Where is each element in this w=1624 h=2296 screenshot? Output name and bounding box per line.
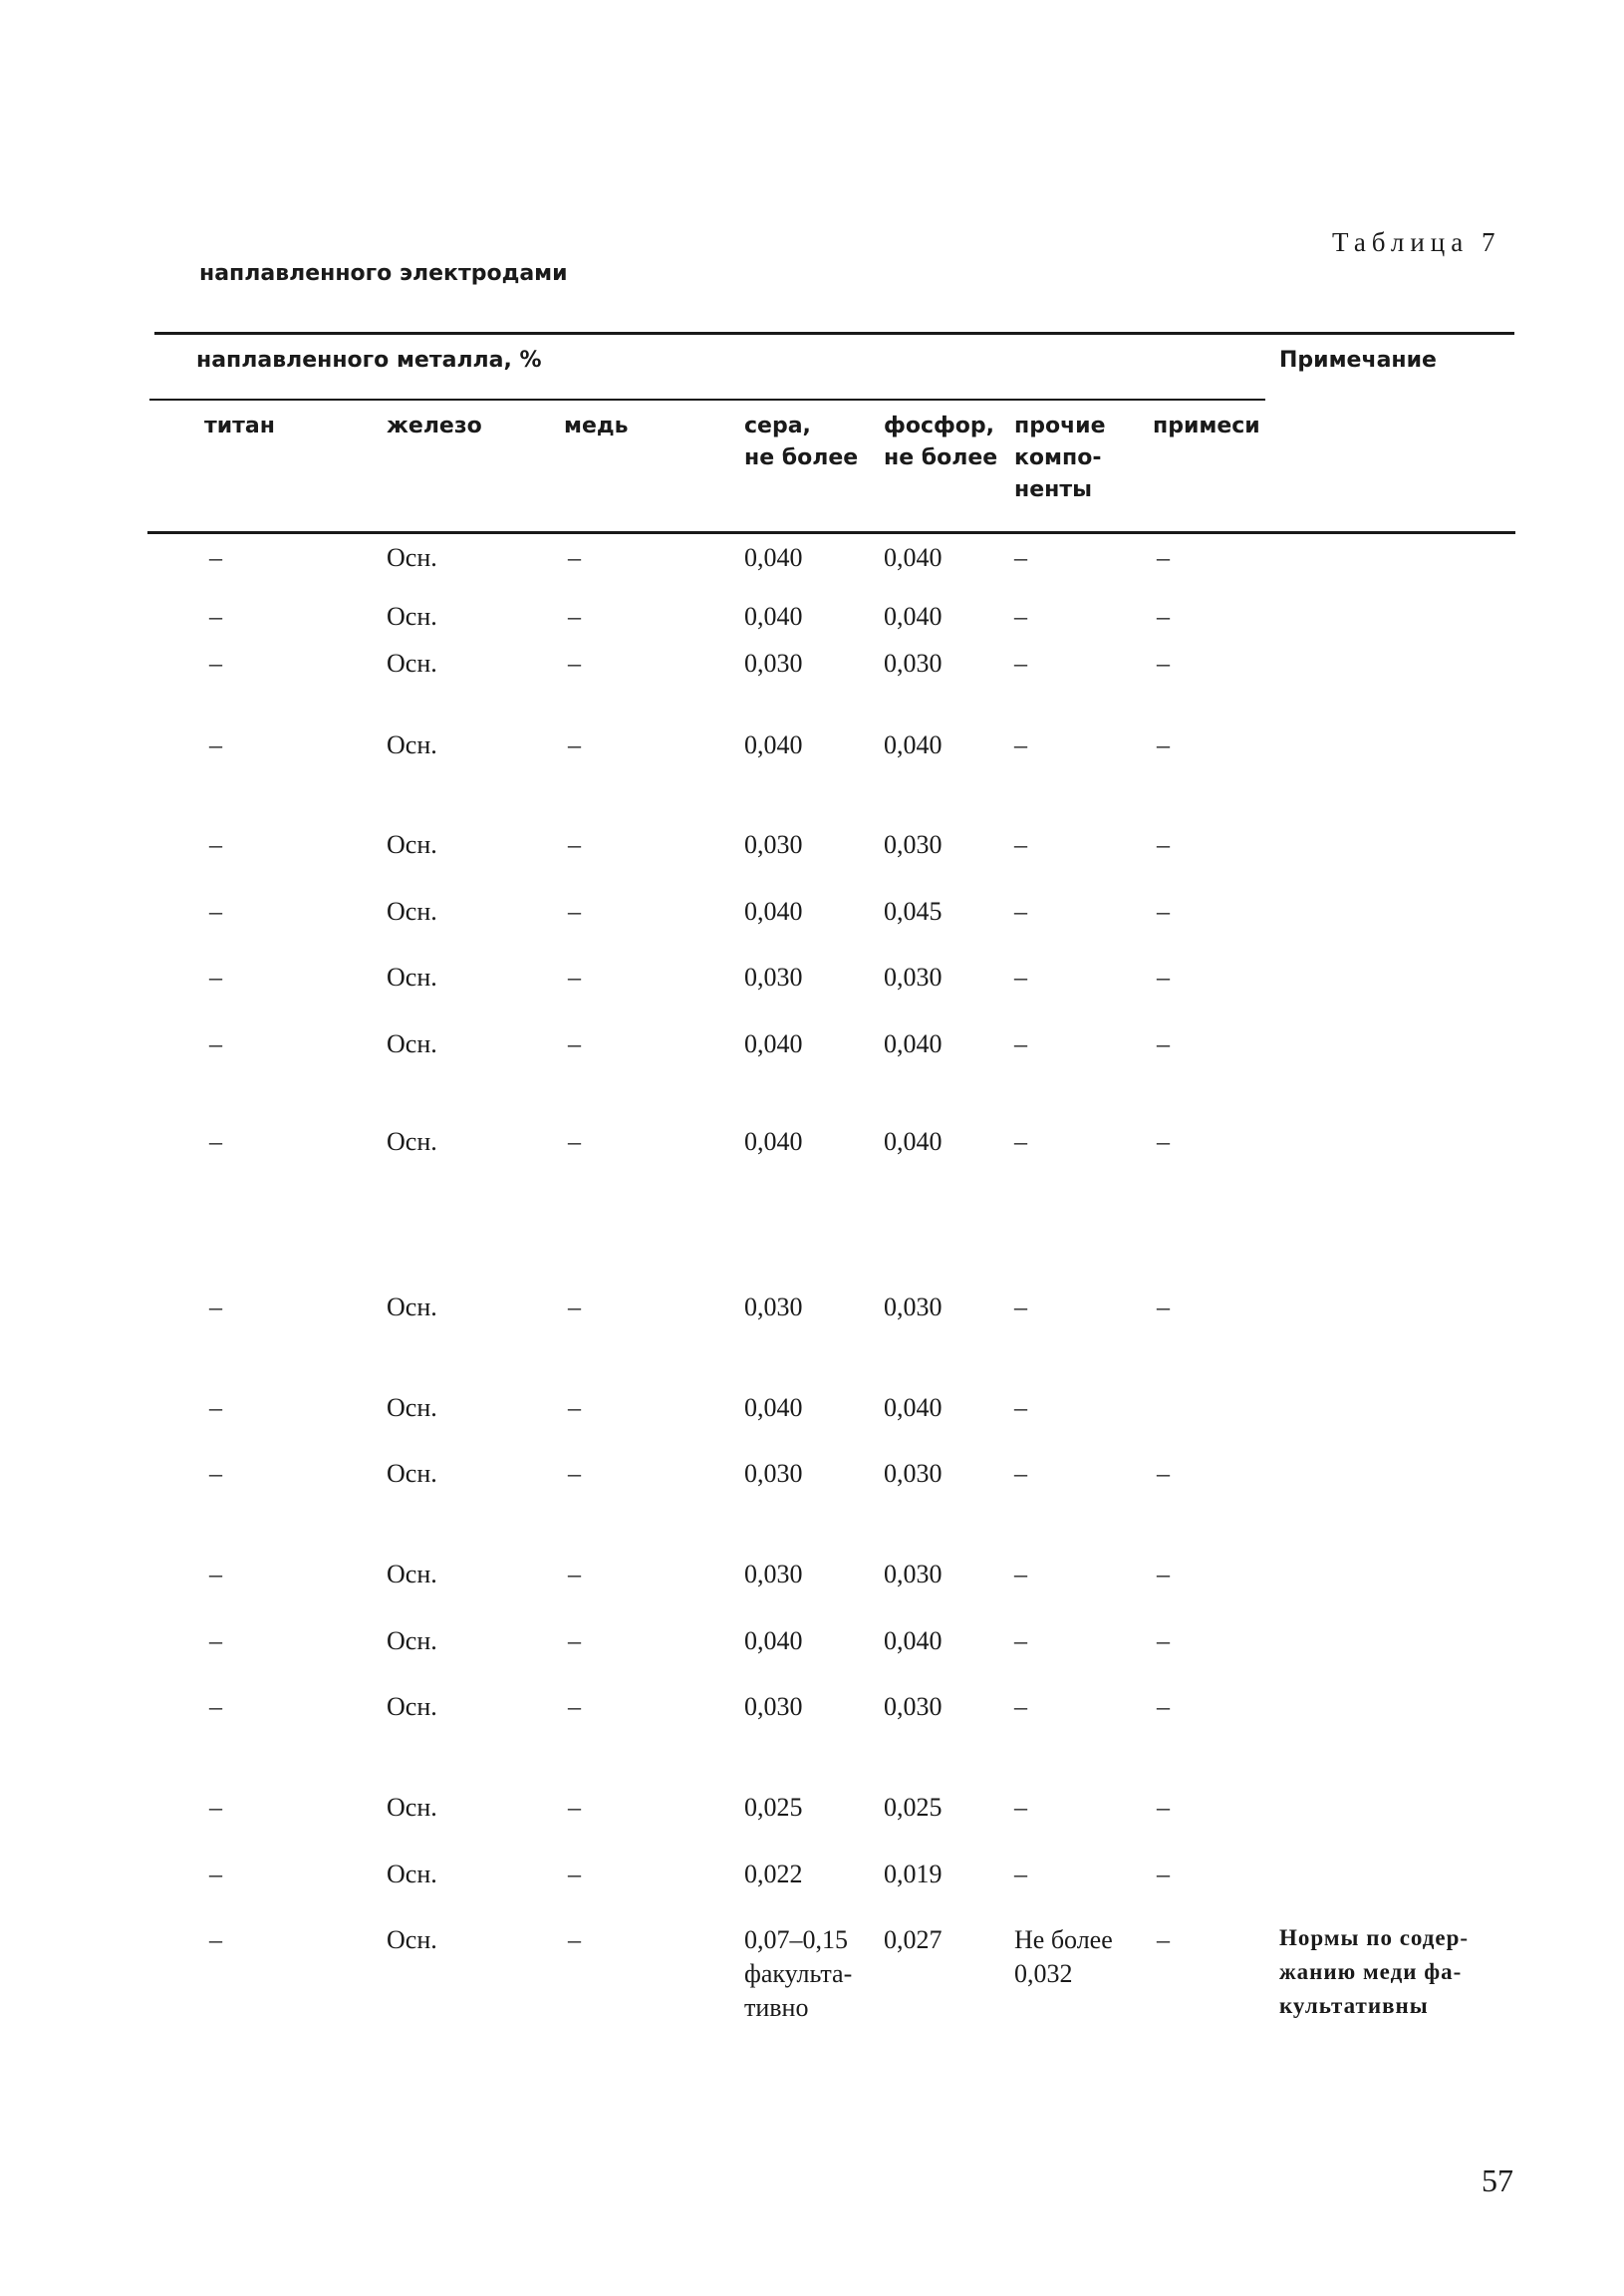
cell-sulfur: 0,040: [744, 1393, 803, 1422]
cell-sulfur: 0,030: [744, 830, 803, 859]
cell-other: –: [1014, 1459, 1027, 1488]
cell-titanium: –: [209, 1127, 222, 1156]
cell-iron: Осн.: [387, 1292, 437, 1321]
cell-other: –: [1014, 1692, 1027, 1721]
column-header: железо: [387, 414, 482, 438]
cell-iron: Осн.: [387, 1127, 437, 1156]
cell-copper: –: [568, 1029, 581, 1058]
cell-phosphorus: 0,025: [884, 1793, 943, 1822]
cell-titanium: –: [209, 1860, 222, 1888]
cell-titanium: –: [209, 1692, 222, 1721]
cell-sulfur: 0,030: [744, 1459, 803, 1488]
cell-titanium: –: [209, 602, 222, 631]
cell-titanium: –: [209, 1925, 222, 1954]
column-header: сера,: [744, 414, 811, 438]
cell-titanium: –: [209, 1793, 222, 1822]
cell-other: –: [1014, 730, 1027, 759]
cell-sulfur: 0,040: [744, 543, 803, 572]
cell-titanium: –: [209, 963, 222, 992]
cell-copper: –: [568, 1692, 581, 1721]
cell-sulfur: 0,030: [744, 963, 803, 992]
cell-copper: –: [568, 1626, 581, 1655]
cell-titanium: –: [209, 649, 222, 678]
cell-phosphorus: 0,030: [884, 963, 943, 992]
table-caption: наплавленного электродами: [199, 261, 568, 286]
cell-other: –: [1014, 1127, 1027, 1156]
cell-iron: Осн.: [387, 1925, 437, 1954]
cell-other: –: [1014, 543, 1027, 572]
cell-copper: –: [568, 1459, 581, 1488]
cell-impurities: –: [1157, 1029, 1170, 1058]
cell-copper: –: [568, 830, 581, 859]
cell-impurities: –: [1157, 1692, 1170, 1721]
cell-sulfur: 0,030: [744, 1292, 803, 1321]
cell-sulfur: 0,040: [744, 602, 803, 631]
cell-copper: –: [568, 1292, 581, 1321]
column-header: компо-: [1014, 445, 1102, 470]
cell-phosphorus: 0,030: [884, 1459, 943, 1488]
cell-sulfur: 0,040: [744, 897, 803, 926]
cell-other: –: [1014, 649, 1027, 678]
column-header: примеси: [1153, 414, 1260, 438]
column-header: ненты: [1014, 477, 1092, 502]
cell-impurities: –: [1157, 1459, 1170, 1488]
cell-titanium: –: [209, 1292, 222, 1321]
cell-copper: –: [568, 963, 581, 992]
cell-copper: –: [568, 1127, 581, 1156]
cell-other: –: [1014, 1292, 1027, 1321]
table-top-rule: [154, 332, 1514, 335]
cell-iron: Осн.: [387, 830, 437, 859]
cell-phosphorus: 0,030: [884, 830, 943, 859]
cell-sulfur: 0,040: [744, 1127, 803, 1156]
cell-other: –: [1014, 830, 1027, 859]
cell-phosphorus: 0,040: [884, 1626, 943, 1655]
cell-impurities: –: [1157, 1127, 1170, 1156]
cell-impurities: –: [1157, 1292, 1170, 1321]
cell-other: –: [1014, 897, 1027, 926]
group-rule: [149, 399, 1265, 401]
cell-impurities: –: [1157, 1860, 1170, 1888]
column-header: медь: [564, 414, 629, 438]
cell-other: –: [1014, 1860, 1027, 1888]
column-header: не более: [744, 445, 859, 470]
cell-sulfur: 0,040: [744, 1029, 803, 1058]
column-header: титан: [204, 414, 275, 438]
cell-titanium: –: [209, 1393, 222, 1422]
cell-titanium: –: [209, 830, 222, 859]
cell-note: Нормы по содер-: [1279, 1925, 1470, 1950]
cell-titanium: –: [209, 897, 222, 926]
cell-iron: Осн.: [387, 649, 437, 678]
cell-phosphorus: 0,040: [884, 543, 943, 572]
column-header: прочие: [1014, 414, 1106, 438]
cell-phosphorus: 0,040: [884, 1393, 943, 1422]
header-group-label: наплавленного металла, %: [196, 348, 542, 373]
cell-sulfur: 0,040: [744, 730, 803, 759]
cell-sulfur: 0,030: [744, 649, 803, 678]
cell-copper: –: [568, 543, 581, 572]
cell-sulfur: тивно: [744, 1993, 809, 2022]
cell-impurities: –: [1157, 1793, 1170, 1822]
cell-iron: Осн.: [387, 1626, 437, 1655]
cell-sulfur: 0,030: [744, 1560, 803, 1588]
cell-impurities: –: [1157, 1925, 1170, 1954]
cell-impurities: –: [1157, 602, 1170, 631]
cell-titanium: –: [209, 1626, 222, 1655]
cell-copper: –: [568, 730, 581, 759]
cell-other: –: [1014, 963, 1027, 992]
cell-iron: Осн.: [387, 897, 437, 926]
cell-iron: Осн.: [387, 1459, 437, 1488]
cell-other: –: [1014, 1560, 1027, 1588]
page-number: 57: [1482, 2162, 1513, 2198]
cell-copper: –: [568, 897, 581, 926]
cell-other: –: [1014, 1793, 1027, 1822]
cell-iron: Осн.: [387, 602, 437, 631]
header-bottom-rule: [147, 531, 1515, 534]
cell-phosphorus: 0,030: [884, 1692, 943, 1721]
cell-impurities: –: [1157, 1626, 1170, 1655]
cell-titanium: –: [209, 1459, 222, 1488]
cell-sulfur: 0,025: [744, 1793, 803, 1822]
cell-other: 0,032: [1014, 1959, 1073, 1988]
cell-impurities: –: [1157, 543, 1170, 572]
table-label: Таблица 7: [1332, 227, 1501, 257]
cell-copper: –: [568, 602, 581, 631]
cell-iron: Осн.: [387, 1560, 437, 1588]
cell-copper: –: [568, 1793, 581, 1822]
cell-phosphorus: 0,040: [884, 730, 943, 759]
cell-phosphorus: 0,040: [884, 1127, 943, 1156]
cell-other: –: [1014, 1393, 1027, 1422]
cell-sulfur: 0,040: [744, 1626, 803, 1655]
cell-phosphorus: 0,045: [884, 897, 943, 926]
cell-sulfur: факульта-: [744, 1959, 853, 1988]
cell-titanium: –: [209, 730, 222, 759]
cell-impurities: –: [1157, 649, 1170, 678]
cell-phosphorus: 0,040: [884, 1029, 943, 1058]
header-note-label: Примечание: [1279, 348, 1437, 373]
cell-phosphorus: 0,030: [884, 1560, 943, 1588]
cell-titanium: –: [209, 1029, 222, 1058]
cell-phosphorus: 0,030: [884, 1292, 943, 1321]
cell-phosphorus: 0,027: [884, 1925, 943, 1954]
cell-other: –: [1014, 1626, 1027, 1655]
cell-impurities: –: [1157, 897, 1170, 926]
cell-titanium: –: [209, 1560, 222, 1588]
cell-iron: Осн.: [387, 1029, 437, 1058]
cell-sulfur: 0,030: [744, 1692, 803, 1721]
column-header: не более: [884, 445, 998, 470]
cell-impurities: –: [1157, 730, 1170, 759]
cell-impurities: –: [1157, 963, 1170, 992]
cell-titanium: –: [209, 543, 222, 572]
cell-iron: Осн.: [387, 1793, 437, 1822]
cell-impurities: –: [1157, 1560, 1170, 1588]
cell-impurities: –: [1157, 830, 1170, 859]
cell-phosphorus: 0,040: [884, 602, 943, 631]
cell-iron: Осн.: [387, 543, 437, 572]
cell-copper: –: [568, 1925, 581, 1954]
cell-phosphorus: 0,030: [884, 649, 943, 678]
cell-iron: Осн.: [387, 1393, 437, 1422]
cell-iron: Осн.: [387, 1860, 437, 1888]
cell-copper: –: [568, 1860, 581, 1888]
cell-iron: Осн.: [387, 1692, 437, 1721]
cell-phosphorus: 0,019: [884, 1860, 943, 1888]
cell-iron: Осн.: [387, 963, 437, 992]
cell-sulfur: 0,07–0,15: [744, 1925, 848, 1954]
cell-copper: –: [568, 649, 581, 678]
cell-copper: –: [568, 1560, 581, 1588]
cell-note: культативны: [1279, 1993, 1429, 2018]
cell-other: –: [1014, 1029, 1027, 1058]
cell-copper: –: [568, 1393, 581, 1422]
cell-iron: Осн.: [387, 730, 437, 759]
cell-other: Не более: [1014, 1925, 1113, 1954]
cell-sulfur: 0,022: [744, 1860, 803, 1888]
column-header: фосфор,: [884, 414, 995, 438]
cell-other: –: [1014, 602, 1027, 631]
cell-note: жанию меди фа-: [1279, 1959, 1463, 1984]
